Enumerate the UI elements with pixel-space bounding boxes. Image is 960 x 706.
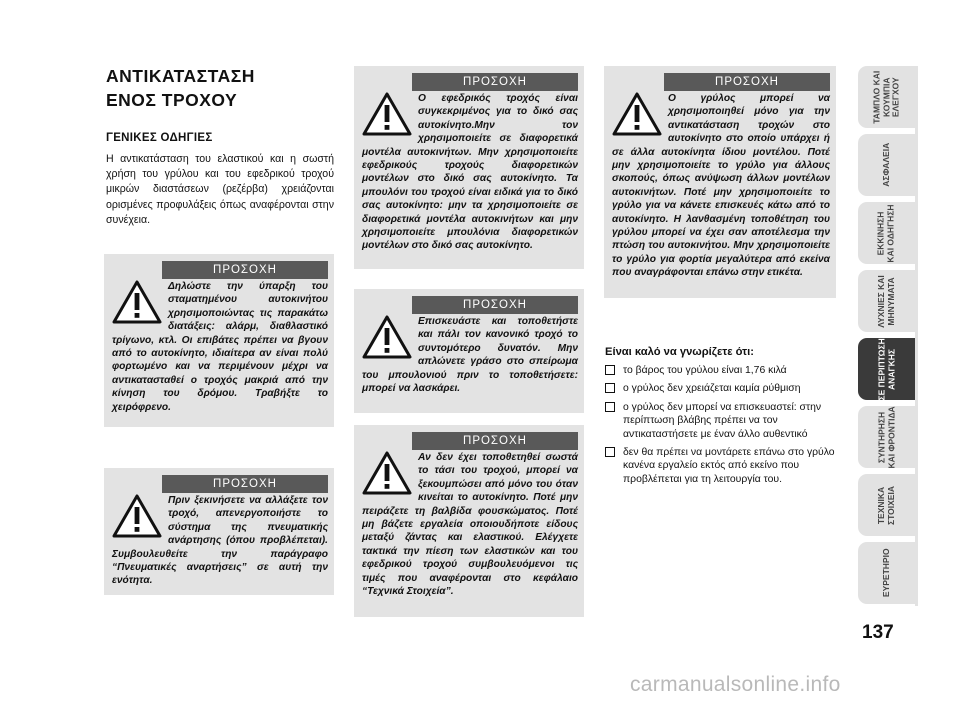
good-to-know-list [605,364,841,491]
list-item [605,382,841,395]
warning-triangle-icon [612,92,662,136]
title-line-1: ΑΝΤΙΚΑΤΑΣΤΑΣΗ [106,66,255,86]
watermark: carmanualsonline.info [630,673,841,696]
checkbox-bullet-icon [605,402,615,412]
list-item-text: το βάρος του γρύλου είναι 1,76 κιλά [623,365,787,376]
list-item [605,364,841,377]
good-to-know-title: Είναι καλό να γνωρίζετε ότι: [605,346,755,358]
tab-starting-driving[interactable] [858,202,915,264]
tab-technical-data[interactable] [858,474,915,536]
warning-box-6 [604,66,836,298]
warning-header: ΠΡΟΣΟΧΗ [664,73,830,91]
tab-label [882,545,892,602]
tab-label-line: ΑΣΦΑΛΕΙΑ [880,143,891,187]
tab-label-line: ΛΥΧΝΙΕΣ ΚΑΙ [876,274,886,328]
list-item [605,401,841,441]
checkbox-bullet-icon [605,365,615,375]
warning-text: Αν δεν έχει τοποθετηθεί σωστά το τάσι του τροχού, μπορεί να ξεκουμπώσει από μόνο του όταν κινείται το αυτοκίνητο. Ποτέ μην πειράζετε τη βαλβίδα φουσκώματος. Ποτέ μη βάζετε εργαλεία οποιουδήποτε είδους μεταξύ ζάντας και ελαστικού. Ελέγχετε τακτικά την πίεση των ελαστικών και του εφεδρικού τροχού συμβουλευόμενοι τις τιμές που αναφέρονται στο κεφάλαιο “Τεχνικά Στοιχεία”. [362,452,578,598]
warning-header: ΠΡΟΣΟΧΗ [412,73,578,91]
warning-box-4 [354,289,584,413]
page-number: 137 [862,622,894,643]
warning-triangle-icon [362,92,412,136]
list-item [605,446,841,486]
tab-maintenance[interactable] [858,406,915,468]
warning-header: ΠΡΟΣΟΧΗ [162,475,328,493]
tab-emergency[interactable] [858,338,915,400]
tab-dashboard-controls[interactable] [858,66,915,128]
warning-text: Ο εφεδρικός τροχός είναι συγκεκριμένος για το δικό σας αυτοκίνητο.Μην τον χρησιμοποιείτε σε διαφορετικά μοντέλα αυτοκινήτων. Μην χρησιμοποιείτε εφεδρικούς τροχούς διαφορετικών μοντέλων στο δικό σας αυτοκίνητο. Τα μπουλόνι του τροχού είναι ειδικά για το δικό σας αυτοκίνητο: μην τα χρησιμοποιείτε σε διαφορετικά μοντέλα αυτοκινήτων και μην χρησιμοποιείτε μπουλόνια διαφορετικών μοντέλων στο δικό σας αυτοκίνητο. [362,93,578,252]
section-subheading: ΓΕΝΙΚΕΣ ΟΔΗΓΙΕΣ [106,132,213,144]
tab-safety[interactable] [858,134,915,196]
warning-triangle-icon [362,315,412,359]
checkbox-bullet-icon [605,383,615,393]
tab-label-line: ΜΗΝΥΜΑΤΑ [885,276,896,326]
tab-label [877,273,896,330]
tab-label [882,137,892,194]
page-title [106,64,336,112]
tab-label-line: ΚΑΙ ΟΔΗΓΗΣΗ [885,203,896,263]
tab-label-line: ΕΥΡΕΤΗΡΙΟ [880,548,891,598]
tab-rail [915,66,918,606]
warning-header: ΠΡΟΣΟΧΗ [412,432,578,450]
warning-header: ΠΡΟΣΟΧΗ [412,296,578,314]
warning-triangle-icon [112,494,162,538]
warning-box-5 [354,425,584,617]
tab-label-line: ΕΛΕΓΧΟΥ [890,77,901,117]
warning-header: ΠΡΟΣΟΧΗ [162,261,328,279]
warning-text: Ο γρύλος μπορεί να χρησιμοποιηθεί μόνο για την αντικατάσταση τροχών στο αυτοκίνητο στο οποίο υπάρχει ή σε άλλα αυτοκίνητα ίδιου μοντέλου. Ποτέ μην χρησιμοποιείτε το γρύλο για άλλους σκοπούς, όπως ανύψωση άλλων μοντέλων αυτοκινήτων. Ποτέ μην χρησιμοποιείτε το γρύλο για να κάνετε επισκευές κάτω από το αυτοκίνητο. Η λανθασμένη τοποθέτηση του γρύλου μπορεί να έχει σαν αποτέλεσμα την πτώση του αυτοκινήτου. Μην χρησιμοποιείτε το γρύλο για φορτία μεγαλύτερα από εκείνα που αναγράφονται επάνω στην ετικέτα. [612,93,830,279]
warning-box-2 [104,468,334,595]
warning-text: Πριν ξεκινήσετε να αλλάξετε τον τροχό, απενεργοποιήστε το σύστημα της πνευματικής ανάρτησης (όπου προβλέπεται). Συμβουλευθείτε την παράγραφο “Πνευματικές αναρτήσεις” σε αυτή την ενότητα. [112,495,328,587]
warning-text: Επισκευάστε και τοποθετήστε και πάλι τον κανονικό τροχό το συντομότερο δυνατόν. Μην απλώνετε γράσο στο σπείρωμα του μπουλονιού πριν το τοποθετήσετε: μπορεί να λασκάρει. [362,316,578,395]
tab-label [877,338,896,400]
tab-label-line: ΣΤΟΙΧΕΙΑ [885,485,896,525]
warning-box-1 [104,254,334,427]
tab-label-line: ΑΝΑΓΚΗΣ [885,348,896,390]
list-item-text: δεν θα πρέπει να μοντάρετε επάνω στο γρύλο κανένα εργαλείο εκτός από εκείνο που προβλέπεται για τη λειτουργία του. [623,447,835,485]
warning-box-3 [354,66,584,269]
warning-triangle-icon [362,451,412,495]
tab-label [877,477,896,534]
tab-label-line: ΣΥΝΤΗΡΗΣΗ [876,411,886,463]
tab-label-line: ΚΑΙ ΦΡΟΝΤΙΔΑ [885,405,896,468]
tab-warning-lights[interactable] [858,270,915,332]
tab-label-line: ΤΕΧΝΙΚΑ [876,486,886,524]
title-line-2: ΕΝΟΣ ΤΡΟΧΟΥ [106,90,238,110]
tab-label-line: ΚΟΥΜΠΙΑ [880,77,891,117]
list-item-text: ο γρύλος δεν χρειάζεται καμία ρύθμιση [623,383,801,395]
tab-label [877,406,896,468]
list-item-text: ο γρύλος δεν μπορεί να επισκευαστεί: στην περίπτωση βλάβης πρέπει να τον αντικαταστήσετε με έναν άλλο αυθεντικό [623,401,822,440]
tab-label [877,204,896,262]
intro-paragraph: Η αντικατάσταση του ελαστικού και η σωστή χρήση του γρύλου και του εφεδρικού τροχού μικρών διαστάσεων (ρεζέρβα) χρειάζονται ορισμένες προφυλάξεις όπως αναφέρονται στην συνέχεια. [106,153,334,226]
tab-label-line: ΤΑΜΠΛΟ ΚΑΙ [871,70,882,124]
checkbox-bullet-icon [605,447,615,457]
warning-text: Δηλώστε την ύπαρξη του σταματημένου αυτοκινήτου χρησιμοποιώντας τις παρακάτω διατάξεις: αλάρμ, διαθλαστικό τρίγωνο, κτλ. Οι επιβάτες πρέπει να βγουν από το αυτοκίνητο, ιδιαίτερα αν είναι πολύ φορτωμένο και να περιμένουν μέχρι να αντικατασταθεί ο τροχός μακριά από την κίνηση του δρόμου. Τραβήξτε το χειρόφρενο. [112,281,328,413]
tab-label [872,69,901,126]
tab-label-line: ΣΕ ΠΕΡΙΠΤΩΣΗ [876,337,886,400]
warning-triangle-icon [112,280,162,324]
tab-label-line: ΕΚΚΙΝΗΣΗ [876,211,886,255]
tab-index[interactable] [858,542,915,604]
